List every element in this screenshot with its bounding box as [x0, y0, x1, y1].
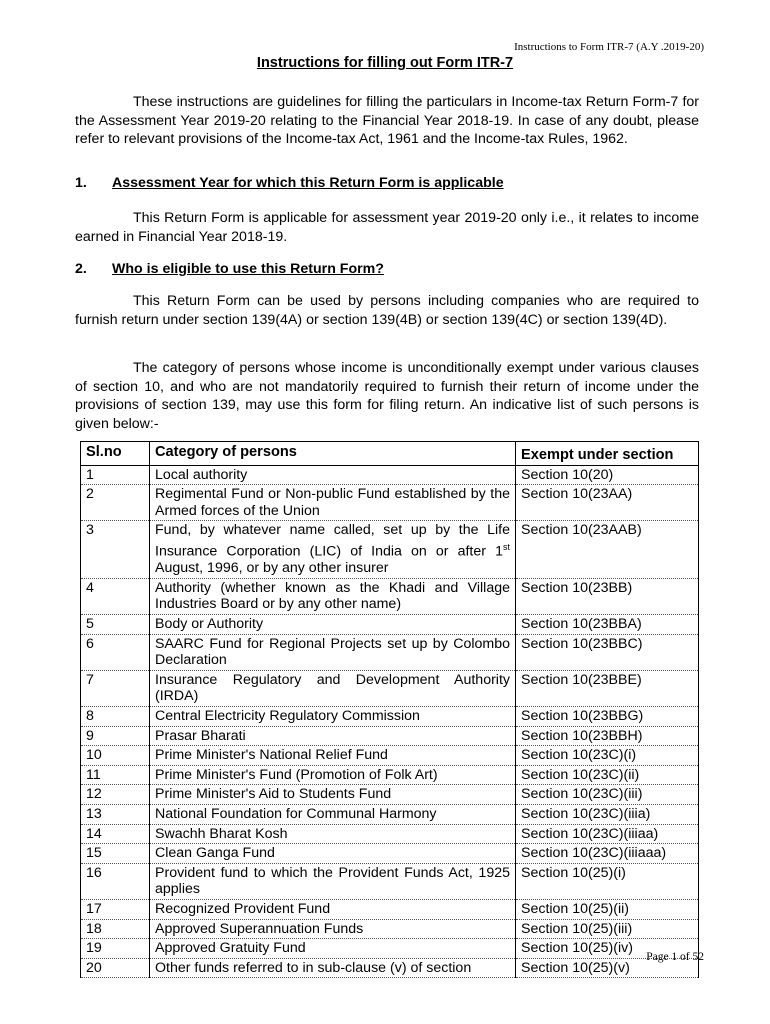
cell-section: Section 10(23BBH): [516, 726, 699, 746]
cell-slno: 8: [81, 707, 150, 727]
cell-slno: 1: [81, 465, 150, 485]
category-text: Insurance Regulatory and Development Authority (IRDA): [155, 671, 510, 705]
category-text: Prasar Bharati: [155, 727, 246, 744]
cell-section: Section 10(23C)(iiiaa): [516, 824, 699, 844]
cell-slno: 10: [81, 746, 150, 766]
cell-section: Section 10(23C)(ii): [516, 765, 699, 785]
cell-slno: 15: [81, 844, 150, 864]
cell-category: [150, 485, 516, 521]
table-row: [81, 805, 699, 825]
cell-section: Section 10(23C)(iiiaaa): [516, 844, 699, 864]
cell-section: Section 10(25)(i): [516, 863, 699, 899]
cell-category: [150, 726, 516, 746]
table-row: [81, 521, 699, 579]
cell-slno: 4: [81, 578, 150, 614]
category-text: Provident fund to which the Provident Funds Act, 1925 applies: [155, 864, 510, 898]
cell-section: Section 10(23BB): [516, 578, 699, 614]
table-row: [81, 765, 699, 785]
category-text: Prime Minister's Aid to Students Fund: [155, 786, 392, 803]
table-row: [81, 634, 699, 670]
cell-section: Section 10(23AAB): [516, 521, 699, 579]
table-row: [81, 919, 699, 939]
cell-slno: 17: [81, 899, 150, 919]
section-2-paragraph-1: This Return Form can be used by persons including companies who are required to furnish return under section 139(4A) or section 139(4B) or section 139(4C) or section 139(4D).: [75, 293, 699, 328]
cell-category: [150, 824, 516, 844]
exempt-persons-table: [80, 441, 699, 978]
category-text: National Foundation for Communal Harmony: [155, 806, 437, 823]
section-title: Who is eligible to use this Return Form?: [112, 261, 384, 277]
table-body: [81, 465, 699, 978]
section-2-heading: [75, 261, 384, 277]
cell-section: Section 10(20): [516, 465, 699, 485]
cell-slno: 13: [81, 805, 150, 825]
intro-paragraph: These instructions are guidelines for filling the particulars in Income-tax Return Form-7 for the Assessment Year 2019-20 relating to the Financial Year 2018-19. In case of any doubt, please refer to relevant provisions of the Income-tax Act, 1961 and the Income-tax Rules, 1962.: [75, 94, 699, 148]
cell-slno: 18: [81, 919, 150, 939]
cell-category: [150, 707, 516, 727]
cell-slno: 14: [81, 824, 150, 844]
table-row: [81, 707, 699, 727]
cell-category: [150, 578, 516, 614]
section-1-paragraph: This Return Form is applicable for assessment year 2019-20 only i.e., it relates to income earned in Financial Year 2018-19.: [75, 210, 699, 245]
table-row: [81, 863, 699, 899]
cell-section: Section 10(23C)(iiia): [516, 805, 699, 825]
cell-section: Section 10(23C)(iii): [516, 785, 699, 805]
table-row: [81, 578, 699, 614]
category-text: Recognized Provident Fund: [155, 900, 331, 917]
category-text: Approved Gratuity Fund: [155, 940, 306, 957]
cell-slno: 12: [81, 785, 150, 805]
cell-slno: 20: [81, 958, 150, 978]
table-row: [81, 958, 699, 978]
page-number: Page 1 of 52: [646, 951, 704, 963]
cell-slno: 16: [81, 863, 150, 899]
cell-section: Section 10(25)(ii): [516, 899, 699, 919]
table-row: [81, 785, 699, 805]
col-header-slno: Sl.no: [81, 442, 150, 466]
table-row: [81, 899, 699, 919]
cell-section: Section 10(23BBG): [516, 707, 699, 727]
cell-section: Section 10(23BBE): [516, 670, 699, 706]
category-text: Central Electricity Regulatory Commission: [155, 708, 420, 725]
table-row: [81, 746, 699, 766]
cell-category: [150, 785, 516, 805]
cell-category: [150, 805, 516, 825]
category-text: Fund, by whatever name called, set up by the Life Insurance Corporation (LIC) of India on or after 1: [155, 522, 510, 560]
cell-category: [150, 958, 516, 978]
cell-section: Section 10(23C)(i): [516, 746, 699, 766]
table-row: [81, 670, 699, 706]
section-1-heading: [75, 175, 504, 191]
cell-category: [150, 670, 516, 706]
category-text: Regimental Fund or Non-public Fund established by the Armed forces of the Union: [155, 486, 510, 519]
category-text-tail: August, 1996, or by any other insurer: [155, 560, 389, 577]
table-row: [81, 465, 699, 485]
cell-slno: 7: [81, 670, 150, 706]
table-row: [81, 615, 699, 635]
category-text: SAARC Fund for Regional Projects set up by Colombo Declaration: [155, 635, 510, 669]
cell-section: Section 10(25)(v): [516, 958, 699, 978]
table-row: [81, 726, 699, 746]
cell-slno: 19: [81, 939, 150, 959]
cell-slno: 3: [81, 521, 150, 579]
cell-slno: 2: [81, 485, 150, 521]
cell-category: [150, 634, 516, 670]
cell-slno: 5: [81, 615, 150, 635]
category-text: Prime Minister's Fund (Promotion of Folk Art): [155, 766, 438, 783]
table-row: [81, 844, 699, 864]
cell-section: Section 10(25)(iii): [516, 919, 699, 939]
cell-category: [150, 919, 516, 939]
category-text: Prime Minister's National Relief Fund: [155, 747, 388, 764]
category-text: Swachh Bharat Kosh: [155, 825, 288, 842]
superscript: st: [502, 541, 510, 552]
category-text: Body or Authority: [155, 616, 264, 633]
cell-section: Section 10(23BBC): [516, 634, 699, 670]
cell-category: [150, 899, 516, 919]
table-row: [81, 485, 699, 521]
document-title: Instructions for filling out Form ITR-7: [256, 55, 514, 71]
cell-category: [150, 765, 516, 785]
section-number: 1.: [75, 175, 87, 191]
cell-category: [150, 746, 516, 766]
col-header-category: Category of persons: [150, 442, 516, 466]
cell-category: [150, 844, 516, 864]
category-text: Local authority: [155, 466, 248, 483]
cell-slno: 9: [81, 726, 150, 746]
cell-category: [150, 939, 516, 959]
table-row: [81, 939, 699, 959]
category-text: Other funds referred to in sub-clause (v) of section: [155, 959, 472, 976]
category-text: Approved Superannuation Funds: [155, 920, 364, 937]
cell-category: [150, 863, 516, 899]
table-row: [81, 824, 699, 844]
cell-category: [150, 521, 516, 579]
cell-section: Section 10(25)(iv): [516, 939, 699, 959]
cell-section: Section 10(23BBA): [516, 615, 699, 635]
running-header: Instructions to Form ITR-7 (A.Y .2019-20): [514, 41, 704, 53]
cell-category: [150, 615, 516, 635]
section-title: Assessment Year for which this Return Form is applicable: [112, 175, 504, 191]
category-text: Clean Ganga Fund: [155, 845, 275, 862]
cell-slno: 6: [81, 634, 150, 670]
cell-category: [150, 465, 516, 485]
cell-slno: 11: [81, 765, 150, 785]
col-header-section: Exempt under section: [516, 442, 699, 466]
section-2-paragraph-2: The category of persons whose income is unconditionally exempt under various clauses of section 10, and who are not mandatorily required to furnish their return of income under the provisions of section 139, may use this form for filing return. An indicative list of such persons is given below:-: [75, 360, 699, 433]
table-header-row: [81, 442, 699, 466]
category-text: Authority (whether known as the Khadi and Village Industries Board or by any other name): [155, 579, 510, 613]
section-number: 2.: [75, 261, 87, 277]
cell-section: Section 10(23AA): [516, 485, 699, 521]
